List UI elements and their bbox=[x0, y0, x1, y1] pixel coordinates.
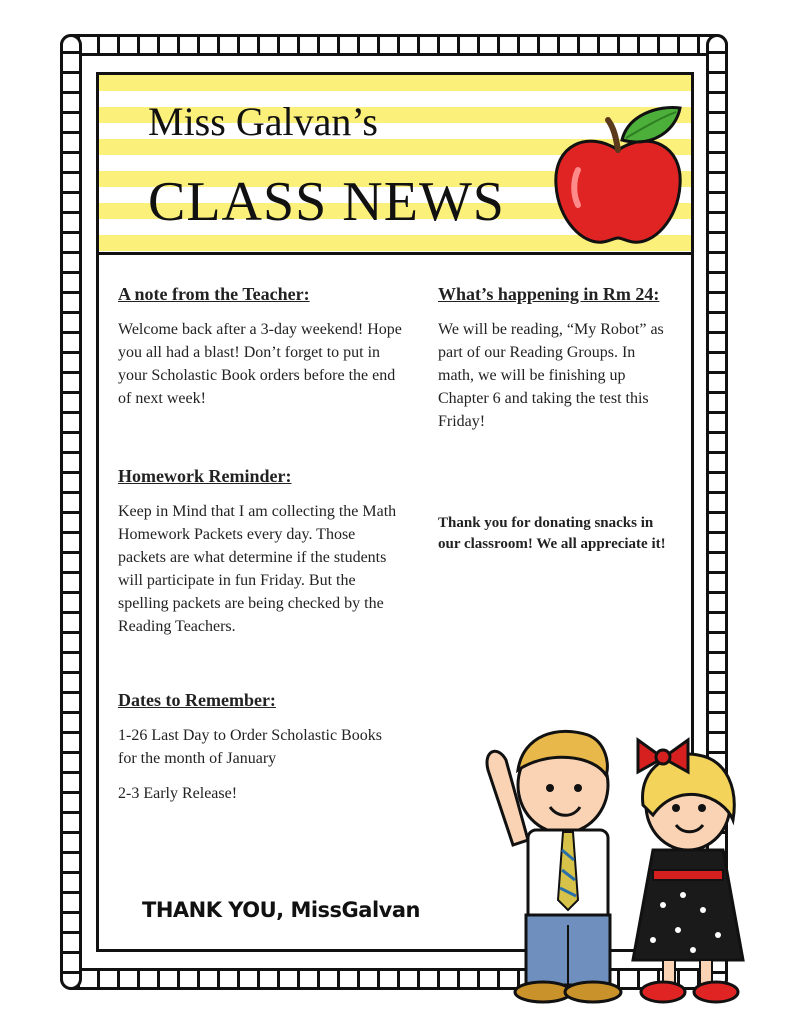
frame-border-top bbox=[60, 34, 728, 56]
date-item: 2-3 Early Release! bbox=[118, 785, 238, 802]
room-news-heading: What’s happening in Rm 24: bbox=[438, 284, 660, 304]
apple-icon bbox=[548, 100, 688, 250]
thanks-note: Thank you for donating snacks in our classroom! We all appreciate it! bbox=[438, 515, 666, 552]
newsletter-title-owner: Miss Galvan’s bbox=[148, 99, 378, 144]
teacher-note-body: Welcome back after a 3-day weekend! Hope you all had a blast! Don’t forget to put in your Scholastic Book orders before the end of next week! bbox=[118, 321, 402, 407]
frame-border-left bbox=[60, 34, 82, 990]
boy-figure bbox=[487, 731, 621, 1002]
teacher-note-heading: A note from the Teacher: bbox=[118, 284, 310, 304]
right-column bbox=[438, 282, 673, 555]
kids-illustration bbox=[478, 710, 768, 1010]
room-news-body: We will be reading, “My Robot” as part of our Reading Groups. In math, we will be finishing up Chapter 6 and taking the test this Friday! bbox=[438, 321, 664, 430]
date-item: 1-26 Last Day to Order Scholastic Books for the month of January bbox=[118, 727, 382, 767]
frame-fill-left bbox=[82, 56, 96, 968]
signature: THANK YOU, MissGalvan bbox=[142, 898, 420, 922]
homework-heading: Homework Reminder: bbox=[118, 466, 292, 486]
homework-body: Keep in Mind that I am collecting the Math Homework Packets every day. Those packets are what determine if the students will participate in fun Friday. But the spelling packets are being checked by the Reading Teachers. bbox=[118, 503, 397, 635]
dates-heading: Dates to Remember: bbox=[118, 690, 276, 710]
girl-figure bbox=[633, 740, 743, 1002]
left-column bbox=[118, 282, 403, 817]
frame-fill-top bbox=[82, 56, 706, 72]
newsletter-title: CLASS NEWS bbox=[148, 171, 505, 233]
